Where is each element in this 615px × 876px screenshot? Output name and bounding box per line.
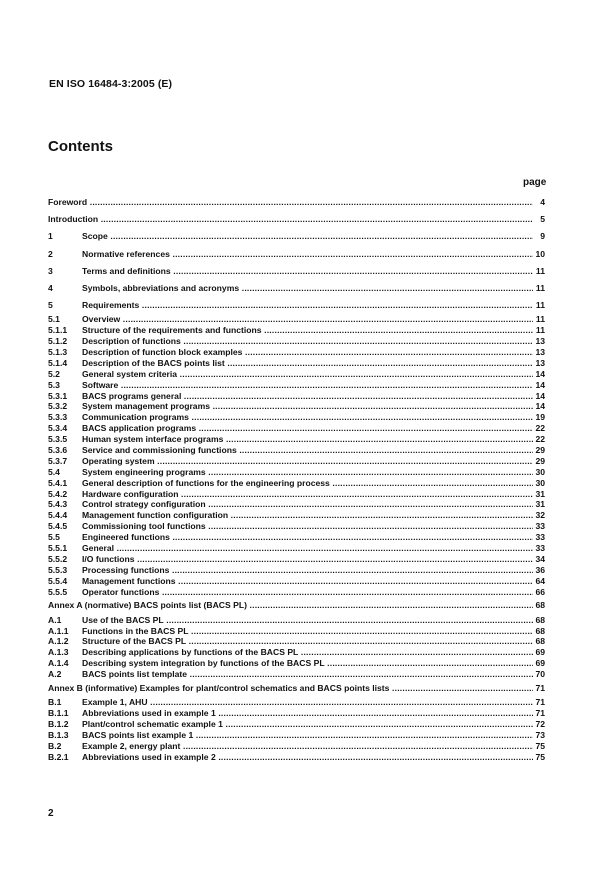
toc-entry-page: 69 (535, 658, 545, 669)
toc-entry-number: 5.4.2 (48, 488, 68, 499)
toc-entry-number: A.1.3 (48, 647, 69, 658)
toc-entry-number: 5.4.5 (48, 521, 68, 532)
toc-entry-title: I/O functions (82, 553, 135, 564)
toc-entry[interactable] (48, 543, 545, 554)
toc-entry[interactable] (48, 380, 545, 391)
toc-entry-title: Describing applications by functions of the BACS PL (82, 647, 299, 658)
toc-entry-page: 72 (535, 718, 545, 729)
toc-entry[interactable] (48, 325, 545, 336)
toc-entry-number: 5.1.2 (48, 336, 68, 347)
toc-entry[interactable] (48, 532, 545, 543)
toc-entry-title: Abbreviations used in example 1 (82, 708, 216, 719)
toc-entry-page: 29 (535, 445, 545, 455)
toc-entry-page: 10 (534, 246, 545, 263)
toc-entry-page: 31 (535, 488, 545, 499)
toc-entry[interactable] (48, 719, 545, 730)
toc-entry-title: BACS programs general (82, 390, 182, 401)
toc-entry[interactable] (48, 489, 545, 500)
toc-entry-number: B.1.2 (48, 718, 69, 729)
toc-entry-number: B.2.1 (48, 751, 69, 762)
toc-entry[interactable] (48, 412, 545, 423)
toc-entry-number: 5.4 (48, 466, 60, 477)
toc-entry[interactable] (48, 697, 545, 708)
toc-entry-page: 30 (535, 477, 545, 488)
contents-heading: Contents (48, 138, 113, 155)
toc-entry[interactable] (48, 401, 545, 412)
toc-entry-page: 68 (535, 636, 545, 647)
toc-entry-number: 5.3.2 (48, 401, 68, 412)
toc-entry[interactable] (48, 423, 545, 434)
toc-entry-page: 13 (535, 346, 545, 357)
toc-entry-title: Example 1, AHU (82, 697, 148, 708)
toc-entry-title: System engineering programs (82, 466, 206, 477)
toc-entry-title: Software (82, 379, 119, 390)
toc-entry-title: Hardware configuration (82, 488, 179, 499)
toc-entry-number: 5.5.1 (48, 543, 68, 554)
toc-entry-title: General (82, 543, 115, 554)
toc-entry[interactable] (48, 445, 545, 456)
toc-entry-title: Requirements (82, 300, 140, 311)
toc-entry-number: 2 (48, 248, 53, 259)
toc-entry-page: 19 (535, 412, 545, 423)
toc-entry-title: Service and commissioning functions (82, 445, 237, 455)
toc-entry-page: 73 (535, 729, 545, 740)
toc-entry-number: A.1.1 (48, 625, 69, 636)
toc-entry[interactable] (48, 554, 545, 565)
toc-entry-number: 5.3.4 (48, 423, 68, 434)
toc-entry[interactable] (48, 467, 545, 478)
toc-entry[interactable] (48, 597, 545, 614)
toc-entry-number: 5.2 (48, 368, 60, 379)
toc-entry[interactable] (48, 228, 545, 245)
toc-entry[interactable] (48, 263, 545, 280)
toc-entry-page: 33 (535, 532, 545, 543)
toc-entry-page: 66 (535, 586, 545, 597)
toc-entry-page: 4 (539, 194, 545, 211)
toc-entry-title: Human system interface programs (82, 434, 224, 445)
toc-entry-title: Control strategy configuration (82, 499, 206, 510)
toc-entry-page: 11 (535, 325, 545, 336)
page-column-label: page (523, 177, 547, 188)
toc-entry[interactable] (48, 647, 545, 658)
toc-entry[interactable] (48, 587, 545, 598)
toc-entry-title: Management function configuration (82, 510, 229, 521)
toc-entry[interactable] (48, 280, 545, 297)
toc-entry-number: A.1 (48, 614, 62, 625)
toc-entry[interactable] (48, 636, 545, 647)
toc-entry-number: A.1.2 (48, 636, 69, 647)
toc-entry-page: 68 (535, 625, 545, 636)
toc-entry-title: Scope (82, 231, 108, 242)
toc-entry-number: 5.5.5 (48, 586, 68, 597)
toc-entry-page: 5 (539, 211, 545, 228)
toc-entry-number: 5.4.4 (48, 510, 68, 521)
toc-entry[interactable] (48, 499, 545, 510)
toc-entry-number: 5.3.3 (48, 412, 68, 423)
toc-entry-title: BACS application programs (82, 423, 197, 434)
toc-entry-number: 5.4.3 (48, 499, 68, 510)
toc-entry-title: Symbols, abbreviations and acronyms (82, 282, 240, 293)
toc-entry-page: 71 (535, 697, 545, 708)
toc-entry[interactable] (48, 358, 545, 369)
toc-entry-number: A.2 (48, 669, 62, 680)
toc-entry-page: 29 (535, 455, 545, 466)
toc-entry-page: 14 (535, 390, 545, 401)
toc-entry[interactable] (48, 565, 545, 576)
toc-entry-title: Describing system integration by functions of the BACS PL (82, 658, 325, 669)
toc-entry[interactable] (48, 658, 545, 669)
toc-entry-page: 30 (535, 466, 545, 477)
toc-entry-number: 5.1.1 (48, 325, 68, 336)
toc-entry[interactable] (48, 434, 545, 445)
toc-entry-title: Functions in the BACS PL (82, 625, 189, 636)
toc-entry-title: BACS points list example 1 (82, 729, 194, 740)
toc-entry-page: 11 (535, 263, 545, 280)
toc-entry[interactable] (48, 615, 545, 626)
toc-entry-number: 5.1.3 (48, 346, 68, 357)
toc-entry-page: 9 (539, 228, 545, 245)
toc-entry-title: Terms and definitions (82, 265, 171, 276)
toc-entry-page: 31 (535, 499, 545, 510)
toc-entry[interactable] (48, 730, 545, 741)
toc-entry-number: 5.3.1 (48, 390, 68, 401)
toc-entry-page: 69 (535, 647, 545, 658)
toc-entry-title: Description of function block examples (82, 346, 243, 357)
toc-entry-page: 11 (535, 280, 545, 297)
toc-entry-title: Description of the BACS points list (82, 357, 225, 368)
toc-entry-number: 5.5.4 (48, 575, 68, 586)
toc-entry-number: B.1 (48, 697, 62, 708)
toc-entry-number: 5.1 (48, 314, 60, 325)
toc-entry-page: 13 (535, 357, 545, 368)
toc-entry[interactable] (48, 680, 545, 697)
toc-entry-page: 75 (535, 751, 545, 762)
toc-entry[interactable] (48, 314, 545, 325)
toc-entry[interactable] (48, 347, 545, 358)
toc-entry[interactable] (48, 336, 545, 347)
toc-entry-title: General description of functions for the engineering process (82, 477, 330, 488)
toc-entry-number: 3 (48, 265, 53, 276)
toc-entry-title: Abbreviations used in example 2 (82, 751, 216, 762)
document-id-header: EN ISO 16484-3:2005 (E) (49, 78, 173, 90)
toc-entry-page: 22 (535, 434, 545, 445)
toc-entry-number: 5.5.3 (48, 564, 68, 575)
toc-entry-title: Annex A (normative) BACS points list (BACS PL) (48, 600, 247, 611)
toc-entry-title: Annex B (informative) Examples for plant/control schematics and BACS points lists (48, 683, 390, 693)
toc-entry-title: Operating system (82, 455, 155, 466)
toc-entry-number: 5.5 (48, 532, 60, 543)
toc-entry[interactable] (48, 194, 545, 211)
toc-entry-title: General system criteria (82, 368, 178, 379)
toc-entry-page: 68 (535, 614, 545, 625)
toc-entry[interactable] (48, 626, 545, 637)
toc-entry-number: 5.1.4 (48, 357, 68, 368)
toc-entry-title: Engineered functions (82, 532, 170, 543)
toc-entry-page: 64 (535, 575, 545, 586)
toc-entry[interactable] (48, 708, 545, 719)
toc-entry-number: 5 (48, 300, 53, 311)
toc-entry-page: 68 (534, 597, 545, 614)
toc-entry-number: 4 (48, 282, 53, 293)
toc-entry-title: Example 2, energy plant (82, 740, 181, 751)
toc-entry-number: 5.5.2 (48, 553, 68, 564)
toc-entry[interactable] (48, 478, 545, 489)
toc-entry-page: 14 (535, 368, 545, 379)
toc-entry-page: 71 (534, 680, 545, 697)
toc-entry[interactable] (48, 369, 545, 380)
toc-entry-title: Structure of the requirements and functions (82, 325, 262, 336)
toc-entry[interactable] (48, 752, 545, 763)
toc-entry-title: Communication programs (82, 412, 189, 423)
toc-entry-title: Introduction (48, 214, 99, 225)
toc-entry-title: BACS points list template (82, 669, 188, 680)
toc-entry-number: 5.3 (48, 379, 60, 390)
toc-entry-number: 5.3.7 (48, 455, 68, 466)
page-number: 2 (48, 808, 54, 819)
toc-entry[interactable] (48, 510, 545, 521)
toc-entry-title: Commissioning tool functions (82, 521, 206, 532)
toc-entry[interactable] (48, 741, 545, 752)
toc-entry-page: 33 (535, 543, 545, 554)
toc-entry-page: 34 (535, 553, 545, 564)
toc-entry-number: B.1.3 (48, 729, 69, 740)
toc-entry[interactable] (48, 211, 545, 228)
toc-entry-page: 70 (535, 669, 545, 680)
toc-entry-title: Foreword (48, 197, 88, 207)
toc-entry-page: 14 (535, 401, 545, 412)
toc-entry-title: Use of the BACS PL (82, 614, 164, 625)
toc-entry-title: Overview (82, 314, 121, 325)
toc-entry-page: 13 (535, 336, 545, 347)
toc-entry-title: Structure of the BACS PL (82, 636, 187, 647)
toc-entry-page: 75 (535, 740, 545, 751)
toc-entry-title: Plant/control schematic example 1 (82, 718, 223, 729)
toc-entry-title: Processing functions (82, 564, 170, 575)
toc-entry-title: Normative references (82, 248, 170, 259)
toc-entry[interactable] (48, 391, 545, 402)
toc-entry-title: Management functions (82, 575, 176, 586)
toc-entry-number: 5.3.5 (48, 434, 68, 445)
toc-entry-page: 32 (535, 510, 545, 521)
toc-entry[interactable] (48, 521, 545, 532)
toc-entry-number: 5.3.6 (48, 445, 68, 455)
toc-entry-title: System management programs (82, 401, 210, 412)
toc-entry-page: 11 (535, 314, 545, 325)
toc-entry-number: B.2 (48, 740, 62, 751)
toc-entry[interactable] (48, 576, 545, 587)
toc-entry-page: 14 (535, 379, 545, 390)
toc-entry[interactable] (48, 456, 545, 467)
toc-entry-page: 33 (535, 521, 545, 532)
toc-entry-title: Operator functions (82, 586, 160, 597)
table-of-contents (48, 194, 545, 763)
toc-entry-page: 36 (535, 564, 545, 575)
toc-entry-page: 11 (535, 297, 545, 314)
toc-entry-number: 5.4.1 (48, 477, 68, 488)
toc-entry-page: 22 (535, 423, 545, 434)
toc-entry-number: 1 (48, 231, 53, 242)
toc-entry-page: 71 (535, 708, 545, 719)
toc-entry[interactable] (48, 246, 545, 263)
toc-entry[interactable] (48, 669, 545, 680)
toc-entry-title: Description of functions (82, 336, 181, 347)
toc-entry[interactable] (48, 297, 545, 314)
toc-entry-number: A.1.4 (48, 658, 69, 669)
toc-entry-number: B.1.1 (48, 708, 69, 719)
